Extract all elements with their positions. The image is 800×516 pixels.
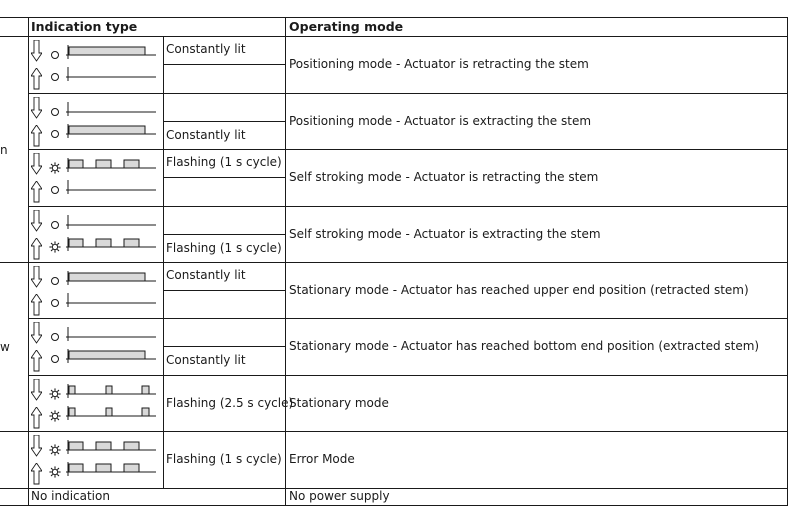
label-cell-divider: [163, 346, 285, 347]
circle-icon: [49, 272, 61, 291]
led-signal-off: [64, 100, 156, 116]
circle-icon: [49, 103, 61, 122]
label-cell-divider: [163, 234, 285, 235]
led-signal-off: [64, 325, 156, 341]
led-signal-pulse-1s: [64, 460, 156, 476]
indication-label: Flashing (1 s cycle): [166, 452, 282, 466]
header-indication-type: Indication type: [31, 19, 138, 34]
indication-label: Constantly lit: [166, 42, 246, 56]
row-divider: [28, 318, 788, 319]
arrow-down-icon: [31, 40, 42, 62]
sun-icon: [49, 238, 61, 257]
operating-mode-cell: Stationary mode - Actuator has reached bottom end position (extracted stem): [289, 339, 760, 353]
operating-mode-cell: Self stroking mode - Actuator is extracting the stem: [289, 227, 601, 241]
arrow-down-icon: [31, 435, 42, 457]
arrow-up-icon: [31, 463, 42, 485]
group-divider: [0, 488, 788, 489]
row-divider: [28, 149, 788, 150]
led-signal-steady: [64, 43, 156, 59]
indication-label: Constantly lit: [166, 353, 246, 367]
arrow-up-icon: [31, 294, 42, 316]
column-border: [285, 17, 286, 506]
indication-label: Flashing (2.5 s cycle): [166, 396, 294, 410]
led-signal-steady: [64, 122, 156, 138]
operating-mode-cell: Self stroking mode - Actuator is retracting the stem: [289, 170, 599, 184]
led-signal-pulse-1s: [64, 235, 156, 251]
arrow-up-icon: [31, 238, 42, 260]
label-cell-divider: [163, 121, 285, 122]
group-divider: [0, 262, 788, 263]
table-bottom-border: [0, 505, 788, 506]
column-border: [28, 17, 29, 506]
led-signal-pulse-2.5s: [64, 382, 156, 398]
operating-mode-cell: Stationary mode - Actuator has reached upper end position (retracted stem): [289, 283, 749, 297]
arrow-up-icon: [31, 181, 42, 203]
indication-label: Constantly lit: [166, 128, 246, 142]
arrow-down-icon: [31, 322, 42, 344]
sun-icon: [49, 441, 61, 460]
led-signal-steady: [64, 269, 156, 285]
led-signal-pulse-1s: [64, 438, 156, 454]
label-cell-divider: [163, 177, 285, 178]
led-signal-off: [64, 213, 156, 229]
side-label-group2: w: [0, 340, 10, 354]
circle-icon: [49, 68, 61, 87]
arrow-down-icon: [31, 97, 42, 119]
sun-icon: [49, 159, 61, 178]
table-top-border: [0, 17, 788, 18]
circle-icon: [49, 46, 61, 65]
arrow-down-icon: [31, 266, 42, 288]
led-signal-off: [64, 65, 156, 81]
sun-icon: [49, 385, 61, 404]
operating-mode-cell: Error Mode: [289, 452, 355, 466]
led-signal-pulse-1s: [64, 156, 156, 172]
indication-label: Flashing (1 s cycle): [166, 155, 282, 169]
header-operating-mode: Operating mode: [289, 19, 404, 34]
no-power-supply-cell: No power supply: [289, 489, 390, 503]
indication-label: Constantly lit: [166, 268, 246, 282]
column-border: [787, 17, 788, 506]
led-signal-pulse-2.5s: [64, 404, 156, 420]
circle-icon: [49, 294, 61, 313]
no-indication-cell: No indication: [31, 489, 110, 503]
led-signal-off: [64, 291, 156, 307]
sun-icon: [49, 407, 61, 426]
circle-icon: [49, 125, 61, 144]
label-cell-divider: [163, 64, 285, 65]
circle-icon: [49, 350, 61, 369]
circle-icon: [49, 328, 61, 347]
column-border: [163, 36, 164, 488]
side-label-group1: n: [0, 143, 8, 157]
sun-icon: [49, 463, 61, 482]
arrow-down-icon: [31, 210, 42, 232]
arrow-up-icon: [31, 350, 42, 372]
label-cell-divider: [163, 290, 285, 291]
indication-label: Flashing (1 s cycle): [166, 241, 282, 255]
row-divider: [28, 206, 788, 207]
circle-icon: [49, 181, 61, 200]
arrow-down-icon: [31, 153, 42, 175]
operating-mode-cell: Positioning mode - Actuator is retracting the stem: [289, 57, 589, 71]
arrow-up-icon: [31, 125, 42, 147]
row-divider: [28, 375, 788, 376]
operating-mode-cell: Positioning mode - Actuator is extracting the stem: [289, 114, 592, 128]
led-signal-steady: [64, 347, 156, 363]
row-divider: [28, 93, 788, 94]
arrow-up-icon: [31, 407, 42, 429]
circle-icon: [49, 216, 61, 235]
arrow-down-icon: [31, 379, 42, 401]
header-bottom-border: [0, 36, 788, 37]
group-divider: [0, 431, 788, 432]
led-signal-off: [64, 178, 156, 194]
operating-mode-cell: Stationary mode: [289, 396, 389, 410]
arrow-up-icon: [31, 68, 42, 90]
